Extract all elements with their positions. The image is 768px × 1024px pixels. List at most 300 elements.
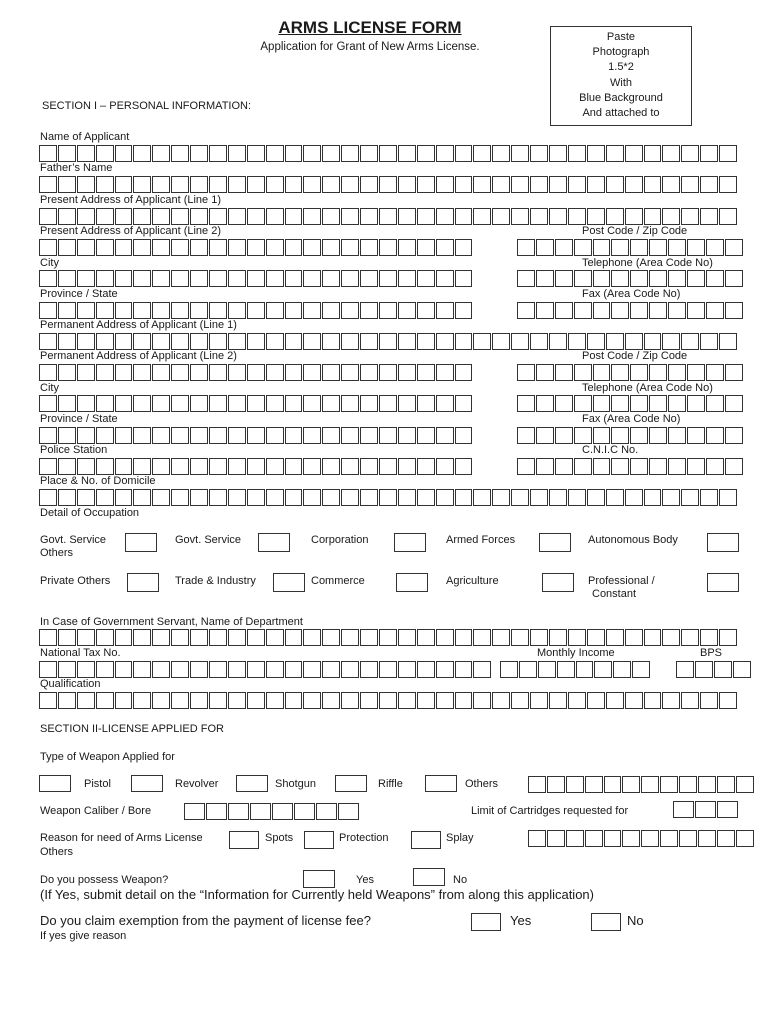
char-cell[interactable] xyxy=(77,364,95,381)
char-cell[interactable] xyxy=(133,239,151,256)
char-cell[interactable] xyxy=(455,208,473,225)
char-cell[interactable] xyxy=(455,270,473,287)
char-cell[interactable] xyxy=(585,776,603,793)
char-cell[interactable] xyxy=(379,458,397,475)
char-cell[interactable] xyxy=(492,333,510,350)
char-cell[interactable] xyxy=(360,302,378,319)
char-cell[interactable] xyxy=(587,692,605,709)
char-cell[interactable] xyxy=(549,489,567,506)
char-cell[interactable] xyxy=(555,270,573,287)
char-cell[interactable] xyxy=(341,427,359,444)
char-cell[interactable] xyxy=(549,333,567,350)
char-cell[interactable] xyxy=(587,629,605,646)
char-cell[interactable] xyxy=(190,629,208,646)
char-cell[interactable] xyxy=(455,427,473,444)
occupation-armed-forces-checkbox[interactable] xyxy=(539,533,571,552)
char-cell[interactable] xyxy=(96,489,114,506)
char-cell[interactable] xyxy=(630,427,648,444)
domicile-field[interactable] xyxy=(39,489,738,506)
char-cell[interactable] xyxy=(736,776,754,793)
char-cell[interactable] xyxy=(360,176,378,193)
char-cell[interactable] xyxy=(152,427,170,444)
char-cell[interactable] xyxy=(285,458,303,475)
char-cell[interactable] xyxy=(436,395,454,412)
char-cell[interactable] xyxy=(455,364,473,381)
char-cell[interactable] xyxy=(698,830,716,847)
char-cell[interactable] xyxy=(303,302,321,319)
caliber-field[interactable] xyxy=(184,803,360,820)
char-cell[interactable] xyxy=(625,489,643,506)
char-cell[interactable] xyxy=(473,176,491,193)
char-cell[interactable] xyxy=(604,776,622,793)
weapon-riffle-checkbox[interactable] xyxy=(335,775,367,792)
char-cell[interactable] xyxy=(228,270,246,287)
char-cell[interactable] xyxy=(228,692,246,709)
char-cell[interactable] xyxy=(660,776,678,793)
char-cell[interactable] xyxy=(517,364,535,381)
char-cell[interactable] xyxy=(171,629,189,646)
char-cell[interactable] xyxy=(517,302,535,319)
char-cell[interactable] xyxy=(228,176,246,193)
char-cell[interactable] xyxy=(171,208,189,225)
char-cell[interactable] xyxy=(247,364,265,381)
char-cell[interactable] xyxy=(77,270,95,287)
char-cell[interactable] xyxy=(536,270,554,287)
char-cell[interactable] xyxy=(585,830,603,847)
cartridges-field[interactable] xyxy=(673,801,739,818)
char-cell[interactable] xyxy=(568,692,586,709)
char-cell[interactable] xyxy=(39,629,57,646)
char-cell[interactable] xyxy=(436,489,454,506)
char-cell[interactable] xyxy=(379,427,397,444)
char-cell[interactable] xyxy=(649,395,667,412)
char-cell[interactable] xyxy=(714,661,732,678)
char-cell[interactable] xyxy=(630,364,648,381)
char-cell[interactable] xyxy=(96,427,114,444)
char-cell[interactable] xyxy=(152,208,170,225)
char-cell[interactable] xyxy=(587,489,605,506)
char-cell[interactable] xyxy=(115,489,133,506)
char-cell[interactable] xyxy=(644,629,662,646)
char-cell[interactable] xyxy=(517,239,535,256)
qualification-field[interactable] xyxy=(39,692,738,709)
char-cell[interactable] xyxy=(228,364,246,381)
char-cell[interactable] xyxy=(593,427,611,444)
char-cell[interactable] xyxy=(511,692,529,709)
char-cell[interactable] xyxy=(115,176,133,193)
char-cell[interactable] xyxy=(606,489,624,506)
char-cell[interactable] xyxy=(681,208,699,225)
char-cell[interactable] xyxy=(322,395,340,412)
char-cell[interactable] xyxy=(303,458,321,475)
char-cell[interactable] xyxy=(613,661,631,678)
char-cell[interactable] xyxy=(700,145,718,162)
char-cell[interactable] xyxy=(687,395,705,412)
char-cell[interactable] xyxy=(630,395,648,412)
char-cell[interactable] xyxy=(417,427,435,444)
char-cell[interactable] xyxy=(606,333,624,350)
char-cell[interactable] xyxy=(190,239,208,256)
char-cell[interactable] xyxy=(190,661,208,678)
char-cell[interactable] xyxy=(555,364,573,381)
char-cell[interactable] xyxy=(511,145,529,162)
char-cell[interactable] xyxy=(247,239,265,256)
char-cell[interactable] xyxy=(606,208,624,225)
char-cell[interactable] xyxy=(725,395,743,412)
char-cell[interactable] xyxy=(133,458,151,475)
char-cell[interactable] xyxy=(133,145,151,162)
char-cell[interactable] xyxy=(341,239,359,256)
reason-spots-checkbox[interactable] xyxy=(229,831,259,849)
char-cell[interactable] xyxy=(228,661,246,678)
char-cell[interactable] xyxy=(322,458,340,475)
char-cell[interactable] xyxy=(133,176,151,193)
char-cell[interactable] xyxy=(436,333,454,350)
char-cell[interactable] xyxy=(417,692,435,709)
char-cell[interactable] xyxy=(285,661,303,678)
char-cell[interactable] xyxy=(58,364,76,381)
char-cell[interactable] xyxy=(209,395,227,412)
char-cell[interactable] xyxy=(228,145,246,162)
char-cell[interactable] xyxy=(171,458,189,475)
char-cell[interactable] xyxy=(700,692,718,709)
char-cell[interactable] xyxy=(266,239,284,256)
char-cell[interactable] xyxy=(303,239,321,256)
char-cell[interactable] xyxy=(473,629,491,646)
char-cell[interactable] xyxy=(266,270,284,287)
char-cell[interactable] xyxy=(360,458,378,475)
char-cell[interactable] xyxy=(39,395,57,412)
city-2-field[interactable] xyxy=(39,395,473,412)
occupation-private-others-checkbox[interactable] xyxy=(127,573,159,592)
char-cell[interactable] xyxy=(574,364,592,381)
char-cell[interactable] xyxy=(360,395,378,412)
char-cell[interactable] xyxy=(58,333,76,350)
char-cell[interactable] xyxy=(171,692,189,709)
char-cell[interactable] xyxy=(266,427,284,444)
char-cell[interactable] xyxy=(58,270,76,287)
permanent-address-2-field[interactable] xyxy=(39,364,473,381)
char-cell[interactable] xyxy=(303,208,321,225)
char-cell[interactable] xyxy=(630,270,648,287)
char-cell[interactable] xyxy=(133,692,151,709)
char-cell[interactable] xyxy=(611,239,629,256)
char-cell[interactable] xyxy=(536,302,554,319)
char-cell[interactable] xyxy=(736,830,754,847)
char-cell[interactable] xyxy=(322,239,340,256)
char-cell[interactable] xyxy=(568,489,586,506)
char-cell[interactable] xyxy=(322,176,340,193)
char-cell[interactable] xyxy=(285,629,303,646)
char-cell[interactable] xyxy=(668,427,686,444)
char-cell[interactable] xyxy=(625,208,643,225)
char-cell[interactable] xyxy=(492,692,510,709)
char-cell[interactable] xyxy=(473,692,491,709)
char-cell[interactable] xyxy=(96,364,114,381)
char-cell[interactable] xyxy=(687,239,705,256)
char-cell[interactable] xyxy=(530,692,548,709)
char-cell[interactable] xyxy=(39,239,57,256)
char-cell[interactable] xyxy=(341,270,359,287)
char-cell[interactable] xyxy=(58,427,76,444)
char-cell[interactable] xyxy=(436,629,454,646)
char-cell[interactable] xyxy=(338,803,359,820)
char-cell[interactable] xyxy=(303,145,321,162)
char-cell[interactable] xyxy=(417,302,435,319)
char-cell[interactable] xyxy=(360,427,378,444)
fax-1-field[interactable] xyxy=(517,302,744,319)
char-cell[interactable] xyxy=(152,333,170,350)
char-cell[interactable] xyxy=(455,145,473,162)
char-cell[interactable] xyxy=(492,208,510,225)
char-cell[interactable] xyxy=(630,458,648,475)
char-cell[interactable] xyxy=(700,489,718,506)
char-cell[interactable] xyxy=(717,776,735,793)
char-cell[interactable] xyxy=(115,395,133,412)
char-cell[interactable] xyxy=(649,302,667,319)
char-cell[interactable] xyxy=(379,333,397,350)
char-cell[interactable] xyxy=(536,458,554,475)
char-cell[interactable] xyxy=(473,661,491,678)
char-cell[interactable] xyxy=(555,239,573,256)
char-cell[interactable] xyxy=(417,629,435,646)
char-cell[interactable] xyxy=(247,489,265,506)
char-cell[interactable] xyxy=(228,395,246,412)
char-cell[interactable] xyxy=(39,427,57,444)
char-cell[interactable] xyxy=(611,427,629,444)
govt-department-field[interactable] xyxy=(39,629,738,646)
char-cell[interactable] xyxy=(360,364,378,381)
char-cell[interactable] xyxy=(133,395,151,412)
char-cell[interactable] xyxy=(593,270,611,287)
char-cell[interactable] xyxy=(96,208,114,225)
char-cell[interactable] xyxy=(96,333,114,350)
weapon-others-checkbox[interactable] xyxy=(425,775,457,792)
char-cell[interactable] xyxy=(719,692,737,709)
char-cell[interactable] xyxy=(566,830,584,847)
char-cell[interactable] xyxy=(133,302,151,319)
char-cell[interactable] xyxy=(681,489,699,506)
char-cell[interactable] xyxy=(171,239,189,256)
char-cell[interactable] xyxy=(379,661,397,678)
char-cell[interactable] xyxy=(630,239,648,256)
char-cell[interactable] xyxy=(171,395,189,412)
char-cell[interactable] xyxy=(77,458,95,475)
char-cell[interactable] xyxy=(687,302,705,319)
char-cell[interactable] xyxy=(285,270,303,287)
char-cell[interactable] xyxy=(530,489,548,506)
char-cell[interactable] xyxy=(681,333,699,350)
char-cell[interactable] xyxy=(115,333,133,350)
char-cell[interactable] xyxy=(611,395,629,412)
char-cell[interactable] xyxy=(398,489,416,506)
char-cell[interactable] xyxy=(209,427,227,444)
char-cell[interactable] xyxy=(39,692,57,709)
char-cell[interactable] xyxy=(209,364,227,381)
char-cell[interactable] xyxy=(303,395,321,412)
char-cell[interactable] xyxy=(398,395,416,412)
char-cell[interactable] xyxy=(96,239,114,256)
possess-no-checkbox[interactable] xyxy=(413,868,445,886)
char-cell[interactable] xyxy=(77,395,95,412)
char-cell[interactable] xyxy=(115,629,133,646)
char-cell[interactable] xyxy=(644,208,662,225)
exemption-no-checkbox[interactable] xyxy=(591,913,621,931)
char-cell[interactable] xyxy=(266,458,284,475)
char-cell[interactable] xyxy=(436,302,454,319)
char-cell[interactable] xyxy=(209,176,227,193)
char-cell[interactable] xyxy=(133,270,151,287)
char-cell[interactable] xyxy=(58,661,76,678)
char-cell[interactable] xyxy=(58,145,76,162)
char-cell[interactable] xyxy=(322,333,340,350)
char-cell[interactable] xyxy=(517,270,535,287)
char-cell[interactable] xyxy=(625,629,643,646)
char-cell[interactable] xyxy=(417,661,435,678)
char-cell[interactable] xyxy=(594,661,612,678)
char-cell[interactable] xyxy=(492,489,510,506)
char-cell[interactable] xyxy=(285,302,303,319)
char-cell[interactable] xyxy=(436,364,454,381)
char-cell[interactable] xyxy=(706,239,724,256)
char-cell[interactable] xyxy=(115,692,133,709)
char-cell[interactable] xyxy=(58,239,76,256)
char-cell[interactable] xyxy=(549,176,567,193)
char-cell[interactable] xyxy=(676,661,694,678)
char-cell[interactable] xyxy=(455,239,473,256)
char-cell[interactable] xyxy=(209,333,227,350)
char-cell[interactable] xyxy=(190,364,208,381)
char-cell[interactable] xyxy=(641,776,659,793)
char-cell[interactable] xyxy=(77,489,95,506)
char-cell[interactable] xyxy=(611,302,629,319)
char-cell[interactable] xyxy=(436,661,454,678)
char-cell[interactable] xyxy=(360,208,378,225)
char-cell[interactable] xyxy=(662,629,680,646)
char-cell[interactable] xyxy=(622,830,640,847)
occupation-govt-service-b-checkbox[interactable] xyxy=(258,533,290,552)
char-cell[interactable] xyxy=(725,270,743,287)
char-cell[interactable] xyxy=(171,176,189,193)
char-cell[interactable] xyxy=(700,333,718,350)
char-cell[interactable] xyxy=(719,176,737,193)
char-cell[interactable] xyxy=(398,239,416,256)
char-cell[interactable] xyxy=(687,364,705,381)
char-cell[interactable] xyxy=(115,270,133,287)
char-cell[interactable] xyxy=(39,302,57,319)
char-cell[interactable] xyxy=(644,489,662,506)
char-cell[interactable] xyxy=(190,176,208,193)
char-cell[interactable] xyxy=(398,208,416,225)
char-cell[interactable] xyxy=(341,176,359,193)
char-cell[interactable] xyxy=(555,427,573,444)
char-cell[interactable] xyxy=(322,270,340,287)
char-cell[interactable] xyxy=(662,208,680,225)
char-cell[interactable] xyxy=(77,661,95,678)
char-cell[interactable] xyxy=(398,176,416,193)
char-cell[interactable] xyxy=(568,629,586,646)
char-cell[interactable] xyxy=(190,208,208,225)
char-cell[interactable] xyxy=(574,270,592,287)
char-cell[interactable] xyxy=(152,458,170,475)
char-cell[interactable] xyxy=(555,302,573,319)
char-cell[interactable] xyxy=(228,458,246,475)
char-cell[interactable] xyxy=(247,302,265,319)
char-cell[interactable] xyxy=(511,629,529,646)
char-cell[interactable] xyxy=(719,208,737,225)
char-cell[interactable] xyxy=(725,458,743,475)
char-cell[interactable] xyxy=(719,145,737,162)
char-cell[interactable] xyxy=(568,145,586,162)
char-cell[interactable] xyxy=(133,333,151,350)
char-cell[interactable] xyxy=(700,176,718,193)
occupation-professional-checkbox[interactable] xyxy=(707,573,739,592)
char-cell[interactable] xyxy=(417,489,435,506)
char-cell[interactable] xyxy=(115,145,133,162)
char-cell[interactable] xyxy=(303,661,321,678)
char-cell[interactable] xyxy=(530,145,548,162)
occupation-trade-industry-checkbox[interactable] xyxy=(273,573,305,592)
char-cell[interactable] xyxy=(115,239,133,256)
weapon-shotgun-checkbox[interactable] xyxy=(236,775,268,792)
char-cell[interactable] xyxy=(77,145,95,162)
char-cell[interactable] xyxy=(528,776,546,793)
char-cell[interactable] xyxy=(341,458,359,475)
char-cell[interactable] xyxy=(285,333,303,350)
char-cell[interactable] xyxy=(152,302,170,319)
char-cell[interactable] xyxy=(266,364,284,381)
char-cell[interactable] xyxy=(547,776,565,793)
char-cell[interactable] xyxy=(209,692,227,709)
char-cell[interactable] xyxy=(152,270,170,287)
char-cell[interactable] xyxy=(455,333,473,350)
char-cell[interactable] xyxy=(706,395,724,412)
weapon-others-field[interactable] xyxy=(528,776,755,793)
char-cell[interactable] xyxy=(209,458,227,475)
char-cell[interactable] xyxy=(39,145,57,162)
char-cell[interactable] xyxy=(625,145,643,162)
char-cell[interactable] xyxy=(285,364,303,381)
char-cell[interactable] xyxy=(379,208,397,225)
char-cell[interactable] xyxy=(687,458,705,475)
char-cell[interactable] xyxy=(303,333,321,350)
char-cell[interactable] xyxy=(171,302,189,319)
char-cell[interactable] xyxy=(341,692,359,709)
name-of-applicant-field[interactable] xyxy=(39,145,738,162)
occupation-agriculture-checkbox[interactable] xyxy=(542,573,574,592)
char-cell[interactable] xyxy=(171,364,189,381)
char-cell[interactable] xyxy=(698,776,716,793)
char-cell[interactable] xyxy=(706,458,724,475)
char-cell[interactable] xyxy=(625,692,643,709)
char-cell[interactable] xyxy=(574,458,592,475)
char-cell[interactable] xyxy=(630,302,648,319)
char-cell[interactable] xyxy=(247,270,265,287)
char-cell[interactable] xyxy=(266,208,284,225)
char-cell[interactable] xyxy=(593,302,611,319)
char-cell[interactable] xyxy=(360,333,378,350)
char-cell[interactable] xyxy=(668,270,686,287)
char-cell[interactable] xyxy=(517,395,535,412)
char-cell[interactable] xyxy=(492,145,510,162)
char-cell[interactable] xyxy=(417,458,435,475)
present-address-1-field[interactable] xyxy=(39,208,738,225)
char-cell[interactable] xyxy=(681,176,699,193)
char-cell[interactable] xyxy=(706,270,724,287)
char-cell[interactable] xyxy=(58,489,76,506)
char-cell[interactable] xyxy=(681,145,699,162)
fathers-name-field[interactable] xyxy=(39,176,738,193)
